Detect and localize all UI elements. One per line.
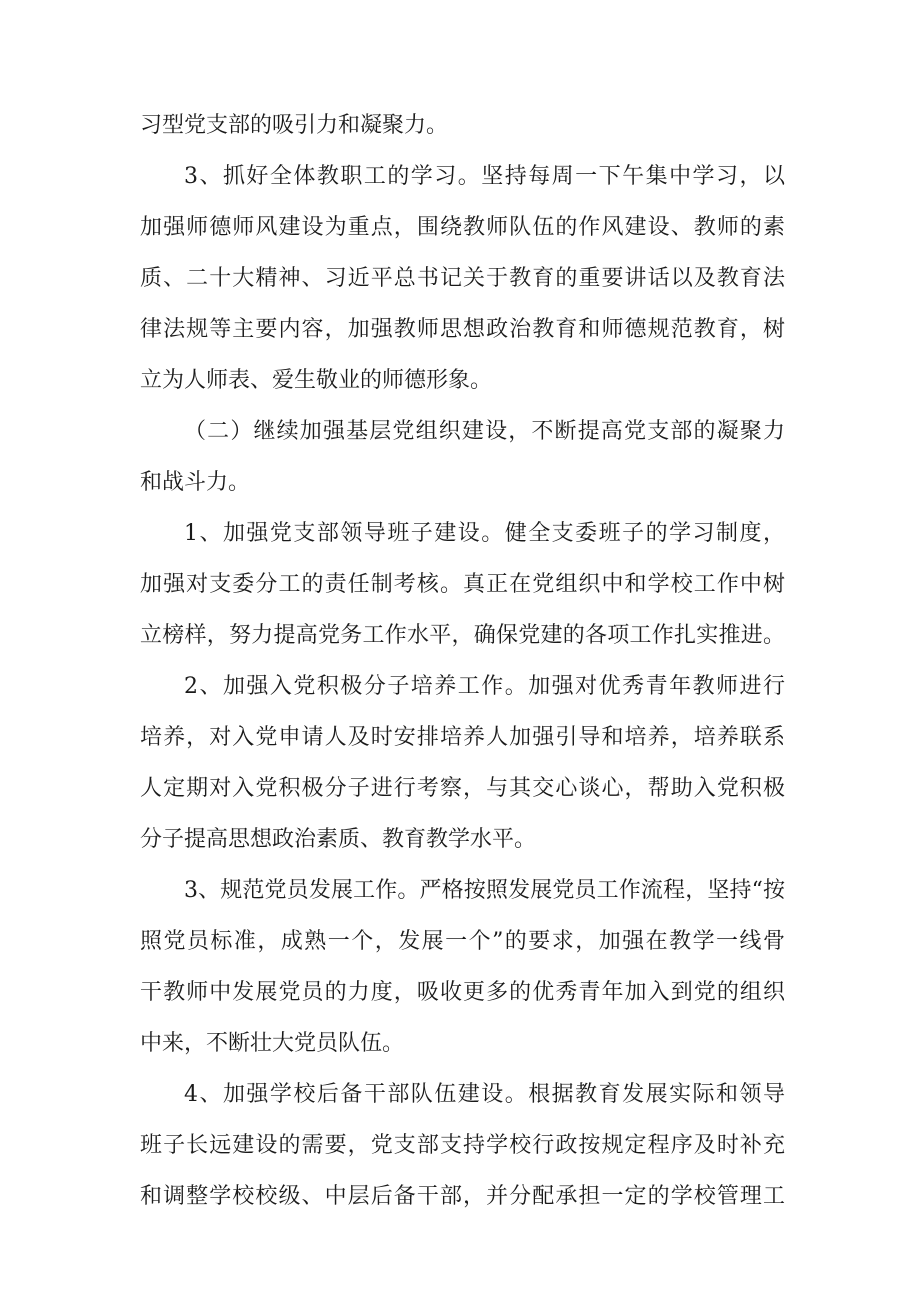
text-line: 立榜样，努力提高党务工作水平，确保党建的各项工作扎实推进。: [140, 623, 785, 648]
text-line: （二）继续加强基层党组织建设，不断提高党支部的凝聚力: [184, 419, 785, 444]
text-line: 4、加强学校后备干部队伍建设。根据教育发展实际和领导: [184, 1082, 785, 1107]
document-page: [140, 100, 785, 1222]
text-line: 和战斗力。: [140, 470, 251, 495]
text-line: 3、抓好全体教职工的学习。坚持每周一下午集中学习，以: [184, 164, 785, 189]
text-line: 2、加强入党积极分子培养工作。加强对优秀青年教师进行: [184, 674, 785, 699]
text-line: 加强师德师风建设为重点，围绕教师队伍的作风建设、教师的素: [140, 215, 785, 240]
paragraph-p4: [140, 661, 785, 865]
text-line: 干教师中发展党员的力度，吸收更多的优秀青年加入到党的组织: [140, 980, 785, 1005]
text-line: 分子提高思想政治素质、教育教学水平。: [140, 827, 537, 852]
text-line: 中来，不断壮大党员队伍。: [140, 1031, 405, 1056]
paragraph-p1: [140, 151, 785, 406]
text-line: 律法规等主要内容，加强教师思想政治教育和师德规范教育，树: [140, 317, 785, 342]
paragraph-p5: [140, 865, 785, 1069]
text-line: 加强对支委分工的责任制考核。真正在党组织中和学校工作中树: [140, 572, 785, 597]
text-line: 质、二十大精神、习近平总书记关于教育的重要讲话以及教育法: [140, 266, 785, 291]
paragraph-p2: [140, 406, 785, 508]
text-line: 和调整学校校级、中层后备干部，并分配承担一定的学校管理工: [140, 1184, 785, 1209]
text-line: 3、规范党员发展工作。严格按照发展党员工作流程，坚持“按: [184, 878, 785, 903]
text-line: 立为人师表、爱生敬业的师德形象。: [140, 368, 493, 393]
paragraph-p6: [140, 1069, 785, 1222]
text-line: 培养，对入党申请人及时安排培养人加强引导和培养，培养联系: [140, 725, 785, 750]
paragraph-p3: [140, 508, 785, 661]
text-line: 照党员标准，成熟一个，发展一个”的要求，加强在教学一线骨: [140, 929, 785, 954]
text-line: 班子长远建设的需要，党支部支持学校行政按规定程序及时补充: [140, 1133, 785, 1158]
text-line: 人定期对入党积极分子进行考察，与其交心谈心，帮助入党积极: [140, 776, 785, 801]
paragraph-p0: [140, 100, 785, 151]
text-line: 习型党支部的吸引力和凝聚力。: [140, 113, 449, 138]
text-line: 1、加强党支部领导班子建设。健全支委班子的学习制度，: [184, 521, 785, 546]
